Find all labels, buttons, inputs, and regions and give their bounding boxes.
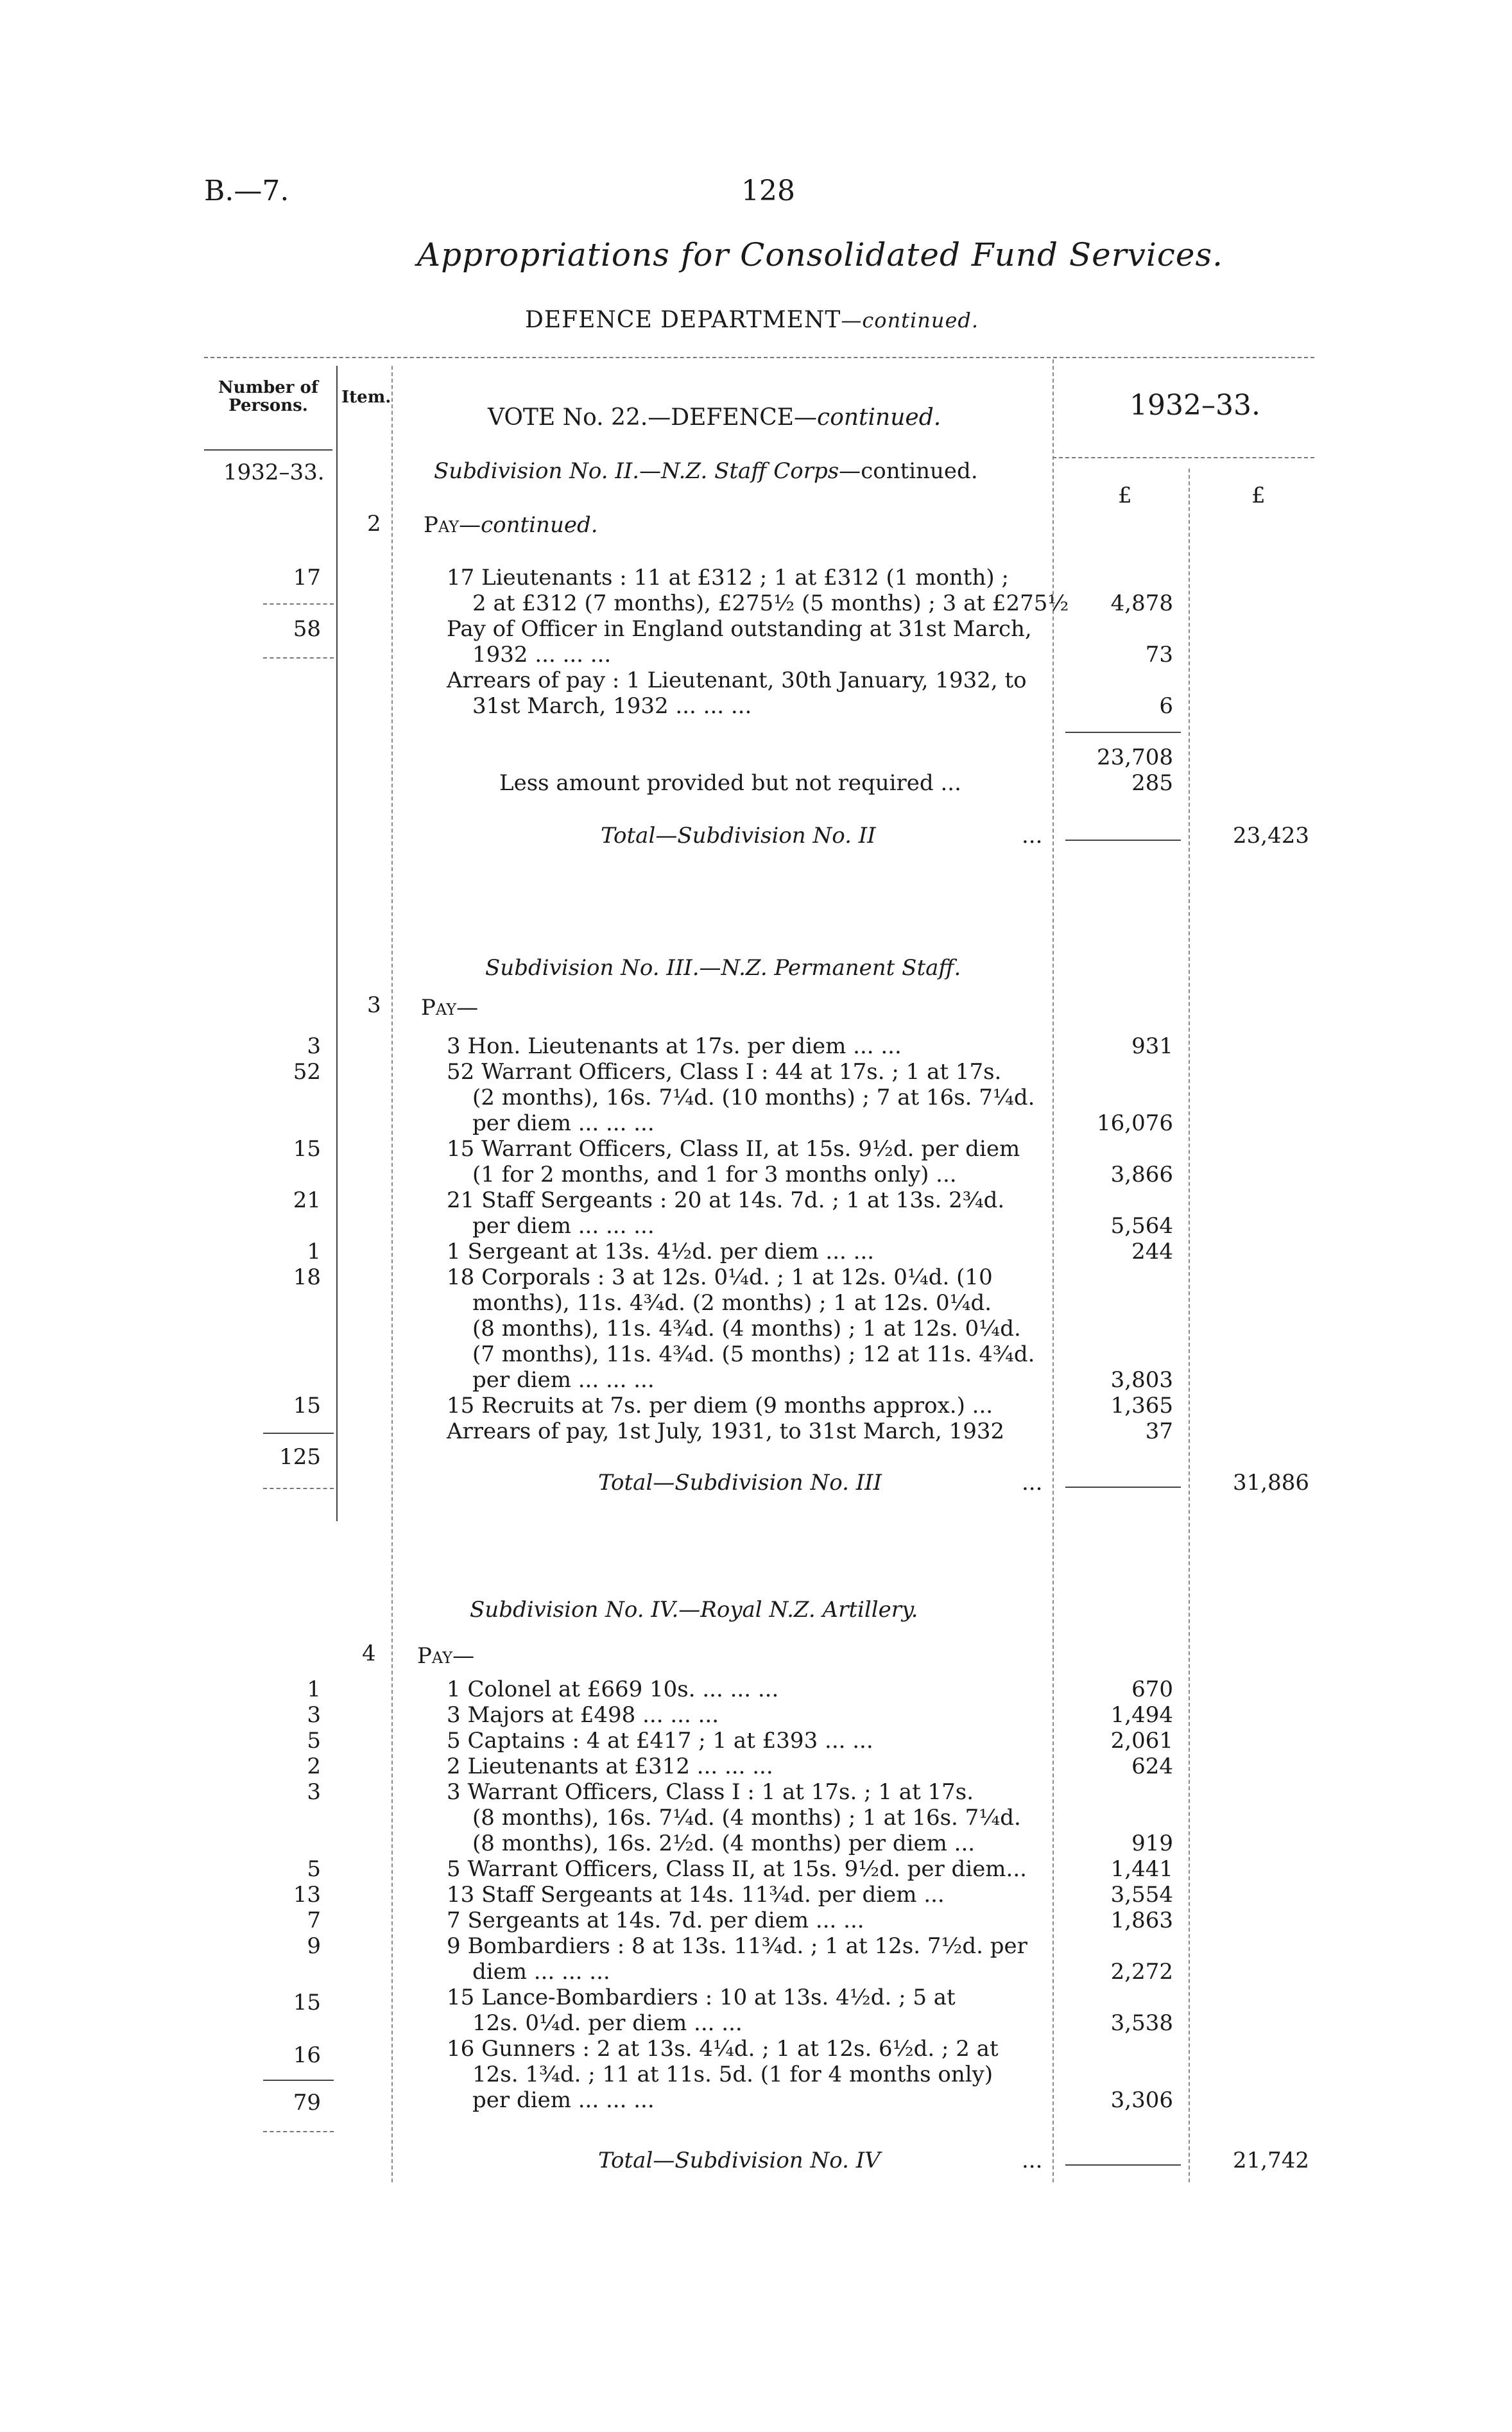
sub3-row2-line3: per diem ... ... ... (472, 1110, 655, 1136)
sub4-row3-amount: 2,061 (1110, 1728, 1173, 1754)
sub3-row8 (447, 1419, 1049, 1444)
sub3-persons-rule-2 (263, 1488, 334, 1489)
sub3-row5 (447, 1239, 1049, 1264)
sub3-row7-line1: 15 Recruits at 7s. per diem (9 months approx.) ... (447, 1393, 993, 1419)
document-reference: B.—7. (204, 175, 289, 207)
sub4-row10-amount: 3,538 (1110, 2010, 1173, 2036)
sub3-heading: Subdivision No. III.—N.Z. Permanent Staff. (485, 955, 961, 981)
vote-title: VOTE No. 22.—DEFENCE— (488, 404, 818, 431)
sub3-row6-line4: (7 months), 11s. 4¾d. (5 months) ; 12 at 11s. 4¾d. (472, 1341, 1035, 1367)
sub4-persons-row9: 9 (307, 1933, 321, 1959)
sub4-persons-row6: 5 (307, 1856, 321, 1882)
sub2-heading-continued: continued. (861, 458, 978, 484)
year-header-rule (1052, 457, 1314, 458)
sub4-persons-row8: 7 (307, 1908, 321, 1933)
sub4-total: 21,742 (1233, 2148, 1309, 2173)
sub3-row3-line2: (1 for 2 months, and 1 for 3 months only) ... (472, 1162, 957, 1187)
sub4-persons-row7: 13 (293, 1882, 321, 1908)
sub2-row2-line1: Pay of Officer in England outstanding at 31st March, (447, 616, 1032, 642)
sub2-row1 (447, 565, 1069, 616)
sub3-total-rule (1065, 1487, 1181, 1488)
sub3-persons-row1: 3 (307, 1033, 321, 1059)
vote-heading (488, 404, 941, 431)
sub4-row10 (447, 1985, 1049, 2036)
sub2-persons-row1: 17 (293, 565, 321, 591)
sub4-persons-total: 79 (293, 2090, 321, 2116)
persons-year: 1932–33. (223, 460, 325, 485)
sub2-row2-line2: 1932 ... ... ... (472, 642, 612, 668)
sub2-row3-amount: 6 (1159, 693, 1173, 719)
sub3-persons-row4: 21 (293, 1187, 321, 1213)
sub2-row2-amount: 73 (1145, 642, 1173, 668)
sub3-row2-line1: 52 Warrant Officers, Class I : 44 at 17s. ; 1 at 17s. (447, 1059, 1002, 1085)
sub2-pay-continued: continued. (481, 512, 598, 538)
sub4-row9-line2: diem ... ... ... (472, 1959, 610, 1985)
page-number: 128 (741, 175, 795, 207)
vote-continued: continued. (817, 404, 941, 431)
sub4-row3-line1: 5 Captains : 4 at £417 ; 1 at £393 ... ... (447, 1728, 873, 1754)
sub4-total-rule (1065, 2164, 1181, 2166)
item-column-rule (391, 366, 393, 2182)
sub2-heading (434, 458, 978, 484)
sub4-row9-amount: 2,272 (1110, 1959, 1173, 1985)
column-header-year: 1932–33. (1130, 389, 1260, 422)
sub3-row4 (447, 1187, 1049, 1239)
table-top-rule (204, 357, 1314, 358)
sub3-row6-line2: months), 11s. 4¾d. (2 months) ; 1 at 12s. 0¼d. (472, 1290, 992, 1316)
pound-symbol-1: £ (1118, 483, 1132, 508)
sub4-row6-amount: 1,441 (1110, 1856, 1173, 1882)
sub3-pay-heading: Pay— (421, 995, 479, 1021)
sub3-row4-line2: per diem ... ... ... (472, 1213, 655, 1239)
sub4-row10-line2: 12s. 0¼d. per diem ... ... (472, 2010, 743, 2036)
sub2-row3-line2: 31st March, 1932 ... ... ... (472, 693, 752, 719)
sub2-row1-line1: 17 Lieutenants : 11 at £312 ; 1 at £312 (1 month) ; (447, 565, 1009, 591)
sub3-row6 (447, 1264, 1049, 1393)
sub2-persons-subtotal: 58 (293, 616, 321, 642)
page-title: Appropriations for Consolidated Fund Services. (417, 236, 1224, 273)
sub4-row8 (447, 1908, 1049, 1933)
sub3-row4-amount: 5,564 (1110, 1213, 1173, 1239)
sub4-row1-line1: 1 Colonel at £669 10s. ... ... ... (447, 1677, 779, 1702)
sub4-row7-amount: 3,554 (1110, 1882, 1173, 1908)
amount-column-rule-2 (1189, 469, 1190, 2182)
sub4-row7-line1: 13 Staff Sergeants at 14s. 11¾d. per diem ... (447, 1882, 945, 1908)
sub4-row2 (447, 1702, 1049, 1728)
sub2-row3-line1: Arrears of pay : 1 Lieutenant, 30th January, 1932, to (447, 668, 1027, 693)
sub2-row3 (447, 668, 1049, 719)
sub4-row11-line1: 16 Gunners : 2 at 13s. 4¼d. ; 1 at 12s. 6½d. ; 2 at (447, 2036, 999, 2062)
sub2-total-dots: ... (1022, 823, 1043, 849)
sub3-row1 (447, 1033, 1049, 1059)
sub2-less-amount: 285 (1131, 770, 1173, 796)
sub4-row11-line2: 12s. 1¾d. ; 11 at 11s. 5d. (1 for 4 months only) (472, 2062, 993, 2087)
sub4-persons-row5: 3 (307, 1779, 321, 1805)
sub4-row5-line1: 3 Warrant Officers, Class I : 1 at 17s. ; 1 at 17s. (447, 1779, 974, 1805)
department-name: DEFENCE DEPARTMENT (525, 307, 841, 333)
sub2-total: 23,423 (1233, 823, 1309, 849)
department-continued: —continued. (841, 308, 979, 332)
sub3-row2-line2: (2 months), 16s. 7¼d. (10 months) ; 7 at 16s. 7¼d. (472, 1085, 1035, 1110)
sub3-row2-amount: 16,076 (1097, 1110, 1173, 1136)
sub4-row11-line3: per diem ... ... ... (472, 2087, 655, 2113)
sub3-row5-amount: 244 (1131, 1239, 1173, 1264)
sub3-row6-amount: 3,803 (1110, 1367, 1173, 1393)
sub4-row11-amount: 3,306 (1110, 2087, 1173, 2113)
sub2-row1-amount: 4,878 (1110, 591, 1173, 616)
sub2-subtotal: 23,708 (1097, 745, 1173, 770)
sub4-heading: Subdivision No. IV.—Royal N.Z. Artillery. (470, 1597, 918, 1623)
sub3-row6-line1: 18 Corporals : 3 at 12s. 0¼d. ; 1 at 12s. 0¼d. (10 (447, 1264, 993, 1290)
sub4-row5-line3: (8 months), 16s. 2½d. (4 months) per diem ... (472, 1831, 975, 1856)
sub4-row2-amount: 1,494 (1110, 1702, 1173, 1728)
sub2-row2 (447, 616, 1049, 668)
sub3-row2 (447, 1059, 1049, 1136)
column-header-item: Item. (341, 388, 391, 407)
sub2-total-rule (1065, 840, 1181, 841)
sub4-row4-line1: 2 Lieutenants at £312 ... ... ... (447, 1754, 773, 1779)
sub4-persons-row11: 16 (293, 2042, 321, 2068)
sub4-row11 (447, 2036, 1049, 2113)
sub3-row3-line1: 15 Warrant Officers, Class II, at 15s. 9½d. per diem (447, 1136, 1020, 1162)
sub4-row10-line1: 15 Lance-Bombardiers : 10 at 13s. 4½d. ; 5 at (447, 1985, 956, 2010)
sub2-subtotal-rule (1065, 732, 1181, 733)
sub4-row2-line1: 3 Majors at £498 ... ... ... (447, 1702, 719, 1728)
sub2-persons-rule-1 (263, 603, 334, 605)
column-header-persons: Number of Persons. (218, 378, 319, 415)
sub3-total-label: Total—Subdivision No. III (598, 1470, 882, 1496)
amount-column-rule-1 (1052, 359, 1054, 2182)
persons-header-rule (204, 449, 332, 451)
sub3-row1-line1: 3 Hon. Lieutenants at 17s. per diem ... ... (447, 1033, 902, 1059)
sub4-persons-row2: 3 (307, 1702, 321, 1728)
sub2-pay-label: Pay— (424, 512, 481, 538)
sub4-persons-row3: 5 (307, 1728, 321, 1754)
sub4-row3 (447, 1728, 1049, 1754)
sub3-persons-row6: 18 (293, 1264, 321, 1290)
sub3-row4-line1: 21 Staff Sergeants : 20 at 14s. 7d. ; 1 at 13s. 2¾d. (447, 1187, 1005, 1213)
sub3-persons-row7: 15 (293, 1393, 321, 1419)
sub3-persons-row5: 1 (307, 1239, 321, 1264)
sub3-row6-line5: per diem ... ... ... (472, 1367, 655, 1393)
sub4-pay-heading: Pay— (417, 1643, 475, 1669)
sub4-row7 (447, 1882, 1049, 1908)
sub4-persons-row4: 2 (307, 1754, 321, 1779)
sub4-row5 (447, 1779, 1049, 1856)
sub4-row5-amount: 919 (1131, 1831, 1173, 1856)
sub4-row9 (447, 1933, 1049, 1985)
sub2-total-label: Total—Subdivision No. II (601, 823, 876, 849)
sub3-row7 (447, 1393, 1049, 1419)
sub4-row9-line1: 9 Bombardiers : 8 at 13s. 11¾d. ; 1 at 12s. 7½d. per (447, 1933, 1027, 1959)
sub4-row4 (447, 1754, 1049, 1779)
sub4-total-label: Total—Subdivision No. IV (598, 2148, 881, 2173)
sub4-row5-line2: (8 months), 16s. 7¼d. (4 months) ; 1 at 16s. 7¼d. (472, 1805, 1021, 1831)
sub4-row1 (447, 1677, 1049, 1702)
sub4-item-number: 4 (362, 1641, 376, 1666)
sub3-row7-amount: 1,365 (1110, 1393, 1173, 1419)
sub2-item-number: 2 (367, 511, 381, 537)
sub2-pay-heading (424, 512, 598, 538)
sub3-row3 (447, 1136, 1049, 1187)
sub3-persons-row2: 52 (293, 1059, 321, 1085)
sub3-total-dots: ... (1022, 1470, 1043, 1496)
sub3-persons-total: 125 (279, 1444, 321, 1470)
persons-column-rule (336, 366, 338, 1521)
sub3-item-number: 3 (367, 992, 381, 1018)
sub3-persons-row3: 15 (293, 1136, 321, 1162)
sub4-row4-amount: 624 (1131, 1754, 1173, 1779)
sub4-total-dots: ... (1022, 2148, 1043, 2173)
sub4-row6-line1: 5 Warrant Officers, Class II, at 15s. 9½d. per diem... (447, 1856, 1027, 1882)
sub4-row6 (447, 1856, 1049, 1882)
sub4-row8-amount: 1,863 (1110, 1908, 1173, 1933)
sub3-total: 31,886 (1233, 1470, 1309, 1496)
sub3-row6-line3: (8 months), 11s. 4¾d. (4 months) ; 1 at 12s. 0¼d. (472, 1316, 1021, 1341)
sub4-row8-line1: 7 Sergeants at 14s. 7d. per diem ... ... (447, 1908, 864, 1933)
sub4-persons-row1: 1 (307, 1677, 321, 1702)
sub2-less-label: Less amount provided but not required ... (499, 770, 961, 796)
sub3-persons-rule-1 (263, 1433, 334, 1434)
sub2-row1-line2: 2 at £312 (7 months), £275½ (5 months) ; 3 at £275½ (472, 591, 1069, 616)
sub3-row1-amount: 931 (1131, 1033, 1173, 1059)
sub2-persons-rule-2 (263, 657, 334, 659)
sub3-row8-amount: 37 (1145, 1419, 1173, 1444)
sub3-row8-line1: Arrears of pay, 1st July, 1931, to 31st March, 1932 (447, 1419, 1005, 1444)
department-heading (525, 307, 979, 333)
sub3-row3-amount: 3,866 (1110, 1162, 1173, 1187)
sub4-persons-row10: 15 (293, 1990, 321, 2015)
sub3-row5-line1: 1 Sergeant at 13s. 4½d. per diem ... ... (447, 1239, 875, 1264)
sub2-heading-text: Subdivision No. II.—N.Z. Staff Corps— (434, 458, 861, 484)
sub4-persons-rule-2 (263, 2131, 334, 2132)
pound-symbol-2: £ (1251, 483, 1266, 508)
sub4-row1-amount: 670 (1131, 1677, 1173, 1702)
sub4-persons-rule-1 (263, 2080, 334, 2081)
